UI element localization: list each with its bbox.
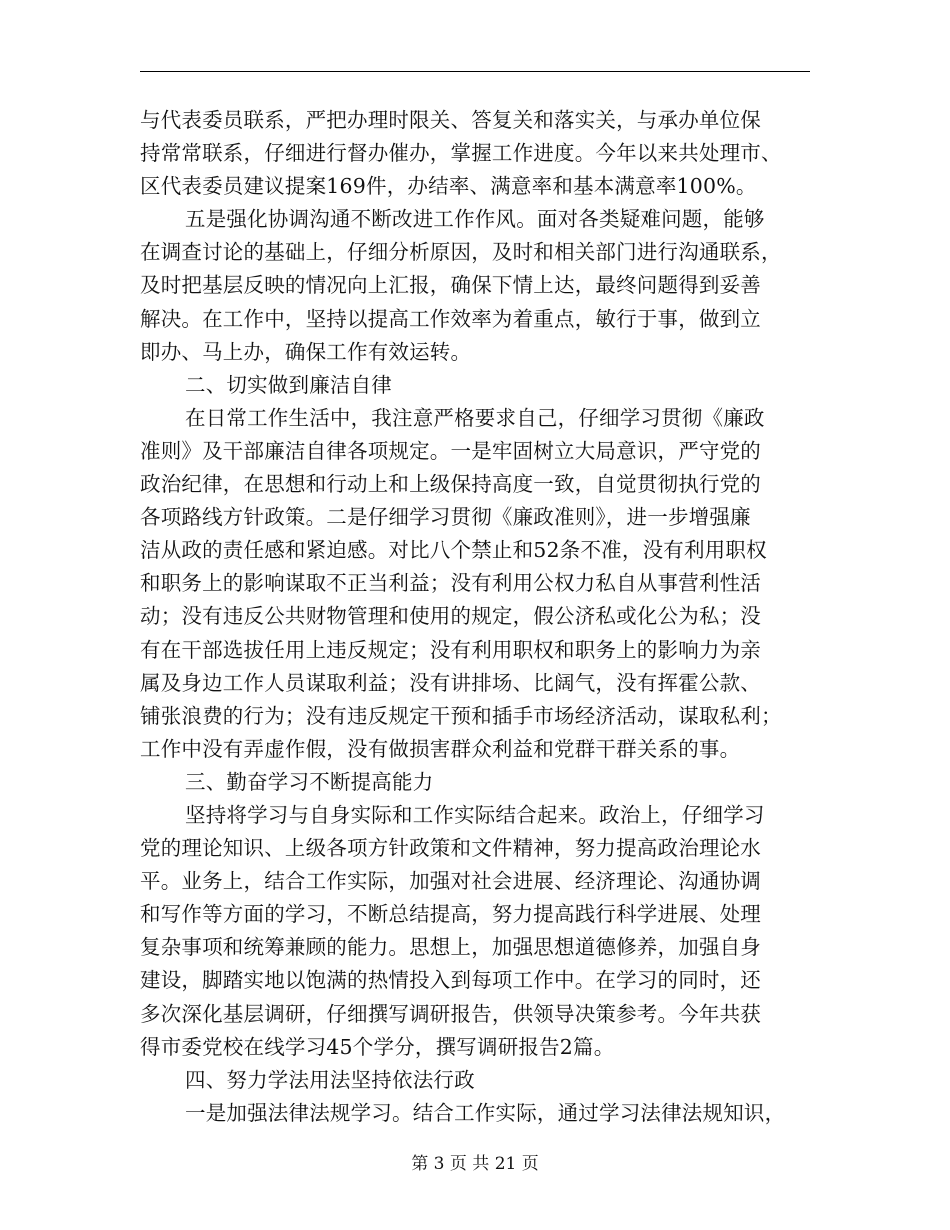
paragraph-start-line: 五是强化协调沟通不断改进工作作风。面对各类疑难问题，能够 [185, 207, 765, 232]
text-line: 政治纪律，在思想和行动上和上级保持高度一致，自觉贯彻执行党的 [140, 472, 761, 497]
text-line: 和写作等方面的学习，不断总结提高，努力提高践行科学进展、处理 [140, 902, 761, 927]
paragraph-start-line: 在日常工作生活中，我注意严格要求自己，仔细学习贯彻《廉政 [185, 405, 765, 430]
body-text [140, 104, 812, 1130]
text-line: 与代表委员联系，严把办理时限关、答复关和落实关，与承办单位保 [140, 108, 761, 132]
text-line: 区代表委员建议提案169件，办结率、满意率和基本满意率100%。 [140, 174, 757, 199]
text-line: 准则》及干部廉洁自律各项规定。一是牢固树立大局意识，严守党的 [140, 438, 761, 463]
text-line: 及时把基层反映的情况向上汇报，确保下情上达，最终问题得到妥善 [140, 273, 761, 298]
text-line: 动；没有违反公共财物管理和使用的规定，假公济私或化公为私；没 [140, 604, 761, 629]
text-line: 在调查讨论的基础上，仔细分析原因，及时和相关部门进行沟通联系， [140, 240, 782, 265]
text-line: 解决。在工作中，坚持以提高工作效率为着重点，敏行于事，做到立 [140, 306, 761, 331]
text-line: 得市委党校在线学习45个学分，撰写调研报告2篇。 [140, 1034, 615, 1059]
text-line: 建设，脚踏实地以饱满的热情投入到每项工作中。在学习的同时，还 [140, 968, 761, 993]
section-heading: 三、勤奋学习不断提高能力 [185, 769, 434, 794]
text-line: 党的理论知识、上级各项方针政策和文件精神，努力提高政治理论水 [140, 836, 761, 861]
text-line: 即办、马上办，确保工作有效运转。 [140, 339, 472, 364]
text-line: 多次深化基层调研，仔细撰写调研报告，供领导决策参考。今年共获 [140, 1001, 761, 1026]
page-number-footer: 第 3 页 共 21 页 [411, 1154, 539, 1174]
text-line: 洁从政的责任感和紧迫感。对比八个禁止和52条不准，没有利用职权 [140, 538, 767, 563]
text-line: 复杂事项和统筹兼顾的能力。思想上，加强思想道德修养，加强自身 [140, 935, 761, 960]
text-line: 和职务上的影响谋取不正当利益；没有利用公权力私自从事营利性活 [140, 571, 761, 596]
paragraph-start-line: 一是加强法律法规学习。结合工作实际，通过学习法律法规知识， [185, 1100, 786, 1125]
section-heading: 四、努力学法用法坚持依法行政 [185, 1067, 475, 1092]
text-line: 属及身边工作人员谋取利益；没有讲排场、比阔气，没有挥霍公款、 [140, 670, 761, 695]
text-line: 有在干部选拔任用上违反规定；没有利用职权和职务上的影响力为亲 [140, 637, 761, 662]
section-heading: 二、切实做到廉洁自律 [185, 372, 392, 397]
text-line: 平。业务上，结合工作实际，加强对社会进展、经济理论、沟通协调 [140, 869, 761, 894]
text-line: 持常常联系，仔细进行督办催办，掌握工作进度。今年以来共处理市、 [140, 141, 782, 166]
text-line: 工作中没有弄虚作假，没有做损害群众利益和党群干群关系的事。 [140, 736, 741, 761]
text-line: 铺张浪费的行为；没有违反规定干预和插手市场经济活动，谋取私利； [140, 703, 782, 728]
text-line: 各项路线方针政策。二是仔细学习贯彻《廉政准则》，进一步增强廉 [140, 505, 751, 530]
paragraph-start-line: 坚持将学习与自身实际和工作实际结合起来。政治上，仔细学习 [185, 802, 765, 827]
header-divider [140, 71, 810, 72]
